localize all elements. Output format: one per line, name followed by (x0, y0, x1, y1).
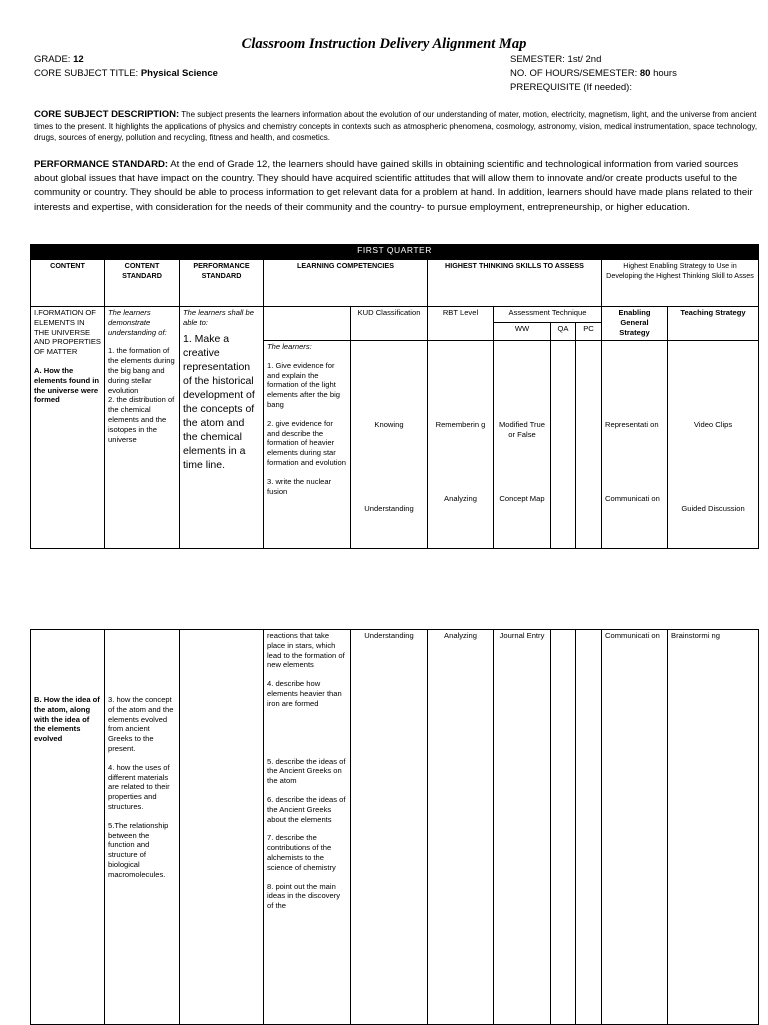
hours-line: NO. OF HOURS/SEMESTER: 80 hours (510, 68, 677, 79)
enabling-general-cell (602, 341, 668, 549)
teaching-strategy-cell (668, 341, 759, 549)
lc-intro: The learners: (267, 342, 312, 351)
content-standard-cell (105, 307, 180, 549)
quarter-bar: FIRST QUARTER (31, 245, 759, 260)
header-pc: PC (576, 323, 602, 341)
content-a: A. How the elements found in the universe were formed (34, 365, 99, 405)
rbt-row-1: Rememberin g (435, 420, 486, 429)
header-content: CONTENT (31, 260, 105, 307)
header-teaching-strategy: Teaching Strategy (668, 307, 759, 341)
ww-cell (494, 341, 551, 549)
qa-cell-2 (551, 630, 576, 1025)
lc-item-7: 7. describe the contributions of the alchemists to the science of chemistry (267, 833, 336, 872)
lc-item-2: 2. give evidence for and describe the formation of heavier elements during star formation and evolution (267, 418, 346, 467)
document-title: Classroom Instruction Delivery Alignment Map (241, 36, 527, 52)
learning-competencies-cell-2 (264, 630, 351, 1025)
lc-item-1: 1. Give evidence for and explain the formation of the light elements after the big bang (267, 360, 341, 409)
ps-intro: The learners shall be able to: (183, 308, 254, 327)
performance-standard (34, 158, 758, 215)
cs-intro: The learners demonstrate understanding of: (108, 308, 167, 337)
ww-row-3: Journal Entry (499, 631, 545, 640)
performance-text: At the end of Grade 12, the learners should have gained skills in obtaining scientific and technological information from varied sources about global issues that have impact on the country. They should have acquired scientific attitudes that will allow them to innovate and/or create products useful to the community or country. They should be able to process information to get relevant data for a problem at hand. In addition, learners should have made plans related to their interests and expertise, with consideration for the needs of their community and the country- to pursue employment, entrepreneurship, or higher education. (34, 159, 753, 213)
cs-item-3: 3. how the concept of the atom and the elements evolved from ancient Greeks to the present. (108, 695, 174, 753)
eg-row-1: Representati on (605, 420, 659, 429)
lc-item-3b: reactions that take place in stars, which lead to the formation of new elements (267, 631, 345, 670)
meta-right (510, 53, 677, 95)
content-standard-cell-2 (105, 630, 180, 1025)
header-kud: KUD Classification (351, 307, 428, 341)
rbt-cell-2 (428, 630, 494, 1025)
ww-row-1: Modified True or False (498, 420, 545, 439)
description-label: CORE SUBJECT DESCRIPTION: (34, 109, 180, 120)
pc-cell (576, 341, 602, 549)
header-enabling-general: Enabling General Strategy (602, 307, 668, 341)
ts-row-1: Video Clips (693, 420, 733, 429)
header-rbt: RBT Level (428, 307, 494, 341)
content-cell-2 (31, 630, 105, 1025)
header-content-standard: CONTENT STANDARD (105, 260, 180, 307)
description-text: The subject presents the learners information about the evolution of our understanding of mater, motion, electricity, magnetism, light, and the universe from ancient times to the present. It highlights the applications of physics and chemistry concepts in contexts such as atmospheric phenomena, cosmology, astronomy, vision, medical instrumentation, space technology, drugs, sources of energy, pollution and recycling, fitness and health, and cosmetics. (34, 110, 758, 142)
enabling-general-cell-2 (602, 630, 668, 1025)
header-performance-standard: PERFORMANCE STANDARD (180, 260, 264, 307)
teaching-strategy-cell-2 (668, 630, 759, 1025)
lc-item-4: 4. describe how elements heavier than iron are formed (267, 679, 342, 708)
header-highest-enabling: Highest Enabling Strategy to Use in Developing the Highest Thinking Skill to Asses (602, 260, 759, 307)
ps-item-1: 1. Make a creative representation of the historical development of the concepts of the atom and the chemical elements in a time line. (183, 332, 255, 471)
lc-item-5: 5. describe the ideas of the Ancient Greeks on the atom (267, 756, 346, 786)
content-main: I.FORMATION OF ELEMENTS IN THE UNIVERSE AND PROPERTIES OF MATTER (34, 308, 101, 357)
core-subject-description (34, 109, 758, 144)
header-learning-competencies: LEARNING COMPETENCIES (264, 260, 428, 307)
rbt-cell (428, 341, 494, 549)
content-cell (31, 307, 105, 549)
lc-item-8: 8. point out the main ideas in the discovery of the (267, 881, 341, 911)
alignment-table-page-1 (30, 244, 759, 549)
cs-item-2: 2. the distribution of the chemical elements and the isotopes in the universe (108, 395, 175, 444)
ww-cell-2 (494, 630, 551, 1025)
ts-row-3: Brainstormi ng (671, 631, 720, 640)
alignment-table-page-2 (30, 629, 759, 1025)
prerequisite-line: PREREQUISITE (If needed): (510, 82, 632, 93)
header-qa: QA (551, 323, 576, 341)
rbt-row-3: Analyzing (444, 631, 477, 640)
performance-standard-cell (180, 307, 264, 549)
lc-item-6: 6. describe the ideas of the Ancient Greeks about the elements (267, 794, 346, 824)
content-b: B. How the idea of the atom, along with the idea of the elements evolved (34, 695, 100, 744)
header-assessment: Assessment Technique (494, 307, 602, 323)
pc-cell-2 (576, 630, 602, 1025)
eg-row-2: Communicati on (605, 493, 660, 503)
ww-row-2: Concept Map (499, 493, 545, 503)
subject-line: CORE SUBJECT TITLE: Physical Science (34, 68, 218, 79)
learning-competencies-cell (264, 341, 351, 549)
lc-item-3a: 3. write the nuclear fusion (267, 476, 332, 496)
lc-blank-header (264, 307, 351, 341)
kud-cell-2 (351, 630, 428, 1025)
kud-row-2: Understanding (364, 503, 414, 513)
performance-label: PERFORMANCE STANDARD: (34, 159, 169, 170)
cs-item-4: 4. how the uses of different materials are related to their properties and structures. (108, 762, 170, 811)
meta-left (34, 53, 218, 81)
header-highest-thinking: HIGHEST THINKING SKILLS TO ASSESS (428, 260, 602, 307)
performance-standard-cell-2 (180, 630, 264, 1025)
ts-row-2: Guided Discussion (681, 503, 745, 513)
kud-row-1: Knowing (374, 420, 404, 429)
eg-row-3: Communicati on (605, 631, 660, 640)
qa-cell (551, 341, 576, 549)
kud-cell (351, 341, 428, 549)
rbt-row-2: Analyzing (444, 493, 477, 503)
grade-line: GRADE: 12 (34, 54, 84, 65)
header-ww: WW (494, 323, 551, 341)
cs-item-1: 1. the formation of the elements during the big bang and during stellar evolution (108, 346, 175, 395)
semester-line: SEMESTER: 1st/ 2nd (510, 54, 602, 65)
cs-item-5: 5.The relationship between the function and structure of biological macromolecules. (108, 820, 169, 879)
kud-row-3: Understanding (364, 631, 414, 640)
